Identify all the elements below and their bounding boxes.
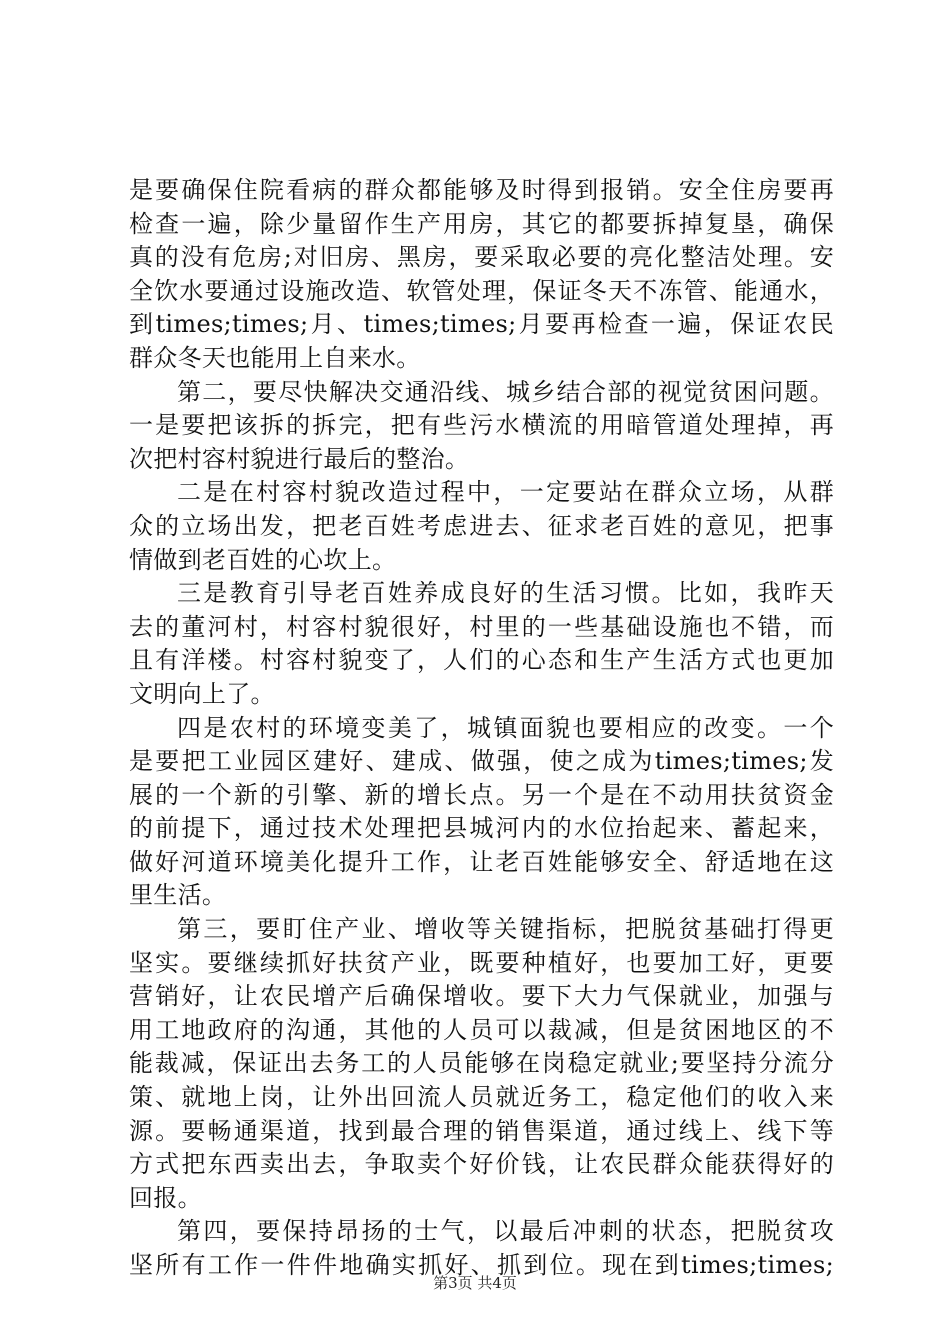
text-line: 且有洋楼。村容村貌变了，人们的心态和生产生活方式也更加 xyxy=(129,646,834,675)
text-line: 里生活。 xyxy=(129,881,227,910)
text-line: 营销好，让农民增产后确保增收。要下大力气保就业，加强与 xyxy=(129,982,834,1011)
text-line: 源。要畅通渠道，找到最合理的销售渠道，通过线上、线下等 xyxy=(129,1116,834,1145)
text-line: 情做到老百姓的心坎上。 xyxy=(129,545,397,574)
text-line: 坚实。要继续抓好扶贫产业，既要种植好，也要加工好，更要 xyxy=(129,948,834,977)
text-line: 策、就地上岗，让外出回流人员就近务工，稳定他们的收入来 xyxy=(129,1083,834,1112)
text-line: 众的立场出发，把老百姓考虑进去、征求老百姓的意见，把事 xyxy=(129,511,834,540)
text-line: 真的没有危房;对旧房、黑房，要采取必要的亮化整洁处理。安 xyxy=(129,243,834,272)
text-line: 一是要把该拆的拆完，把有些污水横流的用暗管道处理掉，再 xyxy=(129,411,834,440)
page-footer: 第3页 共4页 xyxy=(433,1274,517,1292)
text-line: 坚所有工作一件件地确实抓好、抓到位。现在到times;times; xyxy=(129,1251,834,1279)
text-line: 第四，要保持昂扬的士气，以最后冲刺的状态，把脱贫攻 xyxy=(177,1217,834,1246)
text-line: 全饮水要通过设施改造、软管处理，保证冬天不冻管、能通水， xyxy=(129,276,834,305)
text-line: 的前提下，通过技术处理把县城河内的水位抬起来、蓄起来， xyxy=(129,814,834,843)
text-line: 二是在村容村貌改造过程中，一定要站在群众立场，从群 xyxy=(177,478,834,507)
document-body xyxy=(129,174,834,1283)
text-line: 方式把东西卖出去，争取卖个好价钱，让农民群众能获得好的 xyxy=(129,1150,834,1179)
text-line: 群众冬天也能用上自来水。 xyxy=(129,343,421,372)
text-line: 到times;times;月、times;times;月要再检查一遍，保证农民 xyxy=(129,310,834,339)
text-line: 三是教育引导老百姓养成良好的生活习惯。比如，我昨天 xyxy=(177,579,834,608)
text-line: 用工地政府的沟通，其他的人员可以裁减，但是贫困地区的不 xyxy=(129,1015,834,1044)
text-line: 回报。 xyxy=(129,1183,202,1212)
text-line: 是要确保住院看病的群众都能够及时得到报销。安全住房要再 xyxy=(129,176,834,204)
text-line: 展的一个新的引擎、新的增长点。另一个是在不动用扶贫资金 xyxy=(129,780,834,809)
text-line: 做好河道环境美化提升工作，让老百姓能够安全、舒适地在这 xyxy=(129,847,834,876)
text-line: 次把村容村貌进行最后的整治。 xyxy=(129,444,470,473)
text-line: 第三，要盯住产业、增收等关键指标，把脱贫基础打得更 xyxy=(177,915,834,944)
text-line: 第二，要尽快解决交通沿线、城乡结合部的视觉贫困问题。 xyxy=(177,377,834,406)
text-line: 文明向上了。 xyxy=(129,679,275,708)
text-line: 四是农村的环境变美了，城镇面貌也要相应的改变。一个 xyxy=(177,713,834,742)
text-line: 检查一遍，除少量留作生产用房，其它的都要拆掉复垦，确保 xyxy=(129,209,834,238)
text-line: 能裁减，保证出去务工的人员能够在岗稳定就业;要坚持分流分 xyxy=(129,1049,834,1078)
text-line: 是要把工业园区建好、建成、做强，使之成为times;times;发 xyxy=(129,747,834,776)
text-line: 去的董河村，村容村貌很好，村里的一些基础设施也不错，而 xyxy=(129,612,834,641)
